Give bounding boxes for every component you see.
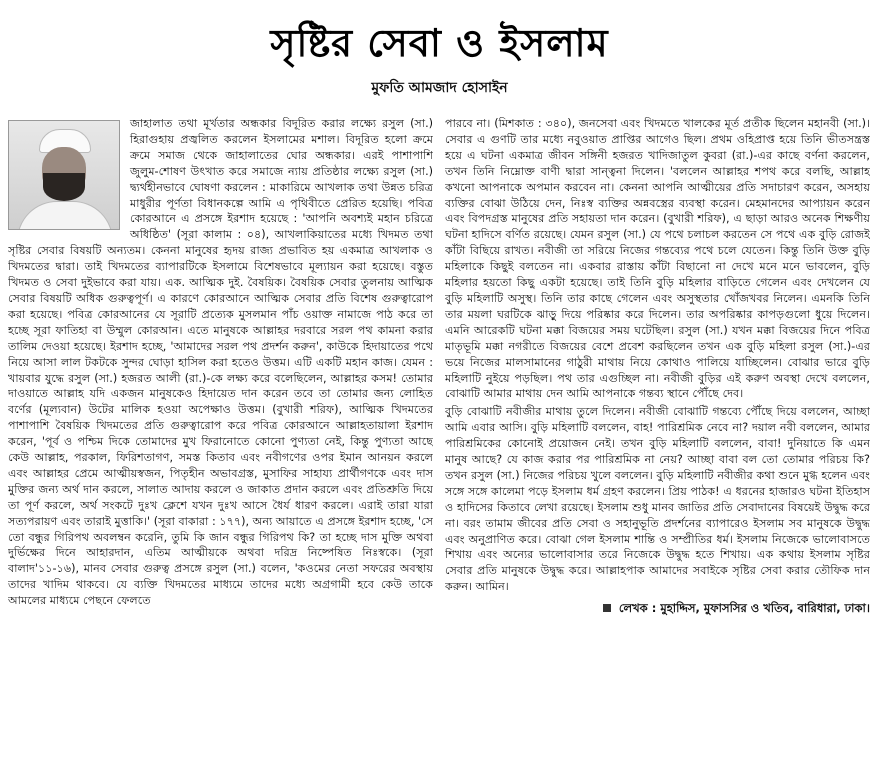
left-paragraph: জাহালাত তথা মূর্খতার অন্ধকার বিদূরিত করার লক্ষ্যে রসুল (সা.) হিরাগুহায় প্রজ্বলিত করলেন ইসলামের মশাল। বিদূরিত হলো ক্রমে ক্রমে সমাজ থেকে জাহালাতের ঘোর অন্ধকার। এরই পাশাপাশি জুলুম-শোষণ উৎখাত করে সমাজে ন্যায় প্রতিষ্ঠার লক্ষ্যে রসুল (সা.) দ্ব্যর্থহীনভাবে ঘোষণা করলেন : মাকারিমে আখলাক তথা উন্নত চরিত্র মাধুরীর পূর্ণতা বিধানকল্পে আমি এ পৃথিবীতে প্রেরিত হয়েছি। পবিত্র কোরআনে এ প্রসঙ্গে ইরশাদ হয়েছে : 'আপনি অবশ্যই মহান চরিত্রে অধিষ্ঠিত' (সূরা কালাম : ০৪), আখলাকিয়াতের মধ্যে খিদমত তথা সৃষ্টির সেবার বিষয়টি অন্যতম। কেননা মানুষের হৃদয় রাজ্য প্রভাবিত হয় একমাত্র আখলাক ও খিদমতের দ্বারা। তাই খিদমতের ব্যাপারটিকে ইসলামে বিশেষভাবে মূল্যায়ন করা হয়েছে। বস্তুত খিদমত ও সেবা দুইভাবে করা যায়। এক. আত্মিক দুই. বৈষয়িক। বৈষয়িক সেবার তুলনায় আত্মিক সেবার বিষয়টি অধিক গুরুত্বপূর্ণ। এ কারণে কোরআনে আত্মিক সেবার প্রতি বিশেষ গুরুত্বারোপ করা হয়েছে। পবিত্র কোরআনের যে সূরাটি প্রত্যেক মুসলমান পাঁচ ওয়াক্ত নামাজে পাঠ করে তা হচ্ছে সূরা ফাতিহা বা উম্মুল কোরআন। এতে মানুষকে আল্লাহর দরবারে সরল পথ কামনা করার তালিম দেওয়া হয়েছে। ইরশাদ হচ্ছে, 'আমাদের সরল পথ প্রদর্শন করুন', কাউকে হিদায়াতের পথে নিয়ে আসা লাল টকটকে সুন্দর ঘোড়া হাসিল করা হতেও উত্তম। এটি একটি মহান কাজ। যেমন : খায়বার যুদ্ধে রসুল (সা.) হজরত আলী (রা.)-কে লক্ষ্য করে বলেছিলেন, আল্লাহর কসম! তোমার দাওয়াতে আল্লাহ যদি একজন মানুষকেও হিদায়েত দান করেন তবে তা তোমার জন্য লোহিত বর্ণের (মূল্যবান) উটের মালিক হওয়া অপেক্ষাও উত্তম। (বুখারী শরিফ), আত্মিক খিদমতের পাশাপাশি বৈষয়িক খিদমতের প্রতি গুরুত্বারোপ করে পবিত্র কোরআনে আল্লাহতায়ালা ইরশাদ করেন, 'পূর্ব ও পশ্চিম দিকে তোমাদের মুখ ফিরানোতে কোনো পুণ্যতা নেই, কিন্তু পুণ্যতা আছে কেউ আল্লাহ, পরকাল, ফিরিশতাগণ, সমস্ত কিতাব এবং নবীগণের ওপর ইমান আনয়ন করলে এবং আল্লাহর প্রেমে আত্মীয়স্বজন, পিতৃহীন অভাবগ্রস্ত, মুসাফির সাহায্য প্রার্থীগণকে এবং দাস মুক্তির জন্য অর্থ দান করলে, সালাত আদায় করলে ও জাকাত প্রদান করলে এবং প্রতিশ্রুতি দিয়ে তা পূর্ণ করলে, অর্থ সংকটে দুঃখ ক্লেশে যখন দুঃখ আসে ধৈর্য ধারণ করলে। এরাই তারা যারা সত্যপরায়ণ এবং তারাই মুত্তাকি।' (সূরা বাকারা : ১৭৭), অন্য আয়াতে এ প্রসঙ্গে ইরশাদ হচ্ছে, 'সে তো বন্ধুর গিরিপথ অবলম্বন করেনি, তুমি কি জান বন্ধুর গিরিপথ কি? তা হচ্ছে দাস মুক্তি অথবা দুর্ভিক্ষের দিনে আহারদান, এতিম আত্মীয়কে অথবা দরিদ্র নিষ্পেষিত নিঃস্বকে। (সূরা বালাদ'১১-১৬), মানব সেবার গুরুত্ব প্রসঙ্গে রসুল (সা.) বলেন, 'কওমের নেতা সফরের অবস্থায় তাদের খাদিম থাকবে। যে ব্যক্তি খিদমতের মাধ্যমে তাদের মধ্যে অগ্রগামী হবে কেউ তাকে আমলের মাধ্যমে পেছনে ফেলতে xyxy=(8,117,433,608)
author-photo xyxy=(8,120,120,230)
author-note-text: মুহাদ্দিস, মুফাসসির ও খতিব, বারিধারা, ঢাকা। xyxy=(660,601,870,616)
author-byline: মুফতি আমজাদ হোসাইন xyxy=(371,80,508,96)
left-column xyxy=(8,116,433,776)
author-note-label: লেখক : xyxy=(618,601,657,616)
square-bullet-icon xyxy=(603,604,611,612)
right-paragraph-1: পারবে না। (মিশকাত : ৩৪০), জনসেবা এবং খিদমতে খালকের মূর্ত প্রতীক ছিলেন মহানবী (সা.)। সেবার এ গুণটি তার মধ্যে নবুওয়াত প্রাপ্তির আগেও ছিল। প্রথম ওহিপ্রাপ্ত হয়ে তিনি ভীতসন্ত্রস্ত হয়ে এ ঘটনা একমাত্র জীবন সঙ্গিনী হজরত খাদিজাতুল কুবরা (রা.)-এর কাছে বর্ণনা করলেন, তখন তিনি নিম্নোক্ত বাণী দ্বারা সান্ত্বনা দিলেন। 'বললেন আল্লাহর শপথ করে বলছি, আল্লাহ কখনো আপনাকে অপমান করবেন না। কেননা আপনি আত্মীয়ের প্রতি সদাচারণ করেন, অসহায় ব্যক্তির বোঝা উঠিয়ে দেন, নিঃস্ব ব্যক্তির অন্নবস্ত্রের ব্যবস্থা করেন। মেহমানদের আপ্যায়ন করেন এবং বিপদগ্রস্ত মানুষের প্রতি সহায়তা দান করেন। (বুখারী শরিফ), এ ছাড়া আরও অনেক শিক্ষণীয় ঘটনা হাদিসে বর্ণিত রয়েছে। যেমন রসুল (সা.) যে পথে চলাচল করতেন সে পথে এক বুড়ি রোজই কাঁটা বিছিয়ে রাখত। নবীজী তা সরিয়ে নিজের গন্তব্যের পথে চলে যেতেন। কিন্তু তিনি উক্ত বুড়ি মহিলাকে কিছুই বলতেন না। একবার রাস্তায় কাঁটা বিছানো না দেখে মনে মনে ভাবলেন, বুড়ি মহিলার হয়তো কিছু একটা হয়েছে। তাই তিনি বুড়ি মহিলার বাড়িতে গেলেন এবং দেখলেন যে বুড়ি মহিলাটি অসুস্থ। তিনি তার কাছে গেলেন এবং অসুস্থতার খোঁজখবর নিলেন। এমনকি তিনি তার ময়লা ঘরটিকে ঝাড়ু দিয়ে পরিষ্কার করে দিলেন। তার অপরিষ্কার কাপড়গুলো ধুয়ে দিলেন। এমনি আরেকটি ঘটনা মক্কা বিজয়ের সময় ঘটেছিল। রসুল (সা.) যখন মক্কা বিজয়ের দিনে পবিত্র মাতৃভূমি মক্কা নগরীতে বিজয়ের বেশে প্রবেশ করছিলেন তখন এক বুড়ি মহিলা রসুল (সা.)-এর ভয়ে নিজের মালসামানের গাঠুরী মাথায় নিয়ে কোথাও পালিয়ে যাচ্ছিলেন। বোঝার ভারে বুড়ি মহিলাটি নুইয়ে পড়ছিল। পথ তার এগুচ্ছিল না। নবীজী বুড়ির এই করুণ অবস্থা দেখে বললেন, বোঝাটি আমার মাথায় দেন আমি আপনাকে গন্তব্য স্থানে পৌঁছে দেব। xyxy=(445,117,870,401)
right-column xyxy=(445,116,870,776)
article-title: সৃষ্টির সেবা ও ইসলাম xyxy=(270,20,609,65)
shoulders-shape xyxy=(17,201,113,230)
author-note xyxy=(445,601,870,617)
article-body xyxy=(8,116,871,776)
right-paragraph-2: বুড়ি বোঝাটি নবীজীর মাথায় তুলে দিলেন। নবীজী বোঝাটি গন্তব্যে পৌঁছে দিয়ে বললেন, আচ্ছা আমি এবার আসি। বুড়ি মহিলাটি বললেন, বাহ! পারিশ্রমিক নেবে না? দয়াল নবী বললেন, আমার পারিশ্রমিকের কোনোই প্রয়োজন নেই। তখন বুড়ি মহিলাটি বললেন, বাবা! দুনিয়াতে কি এমন মানুষ আছে? যে কাজ করার পর পারিশ্রমিক না নেয়? আচ্ছা বাবা বল তো তোমার পরিচয় কি? তখন রসুল (সা.) নিজের পরিচয় খুলে বললেন। বুড়ি মহিলাটি নবীজীর কথা শুনে মুগ্ধ হলেন এবং সঙ্গে সঙ্গে কালেমা পড়ে ইসলাম ধর্ম গ্রহণ করলেন। প্রিয় পাঠক! এ ধরনের হাজারও ঘটনা ইতিহাস ও হাদিসের কিতাবে লেখা রয়েছে। ইসলাম শুধু মানব জাতির প্রতি সেবাদানের বিষয়েই উদ্বুদ্ধ করে না। বরং তামাম জীবের প্রতি সেবা ও সহানুভূতি প্রদর্শনের ব্যাপারেও ইসলাম সব মানুষকে উদ্বুদ্ধ এবং অনুপ্রাণিত করে। বোঝা গেল ইসলাম শান্তি ও সম্প্রীতির ধর্ম। ইসলাম নিজেকে ভালোবাসতে শিখায় এবং অন্যের ভালোবাসার তরে নিজেকে উদ্বুদ্ধ হতে শিখায়। এক কথায় ইসলাম সৃষ্টির সেবার প্রতি মানুষকে উদ্বুদ্ধ করে। আল্লাহপাক আমাদের সবাইকে সৃষ্টির সেবা করার তৌফিক দান করুন। আমিন। xyxy=(445,405,870,594)
beard-shape xyxy=(43,173,85,201)
